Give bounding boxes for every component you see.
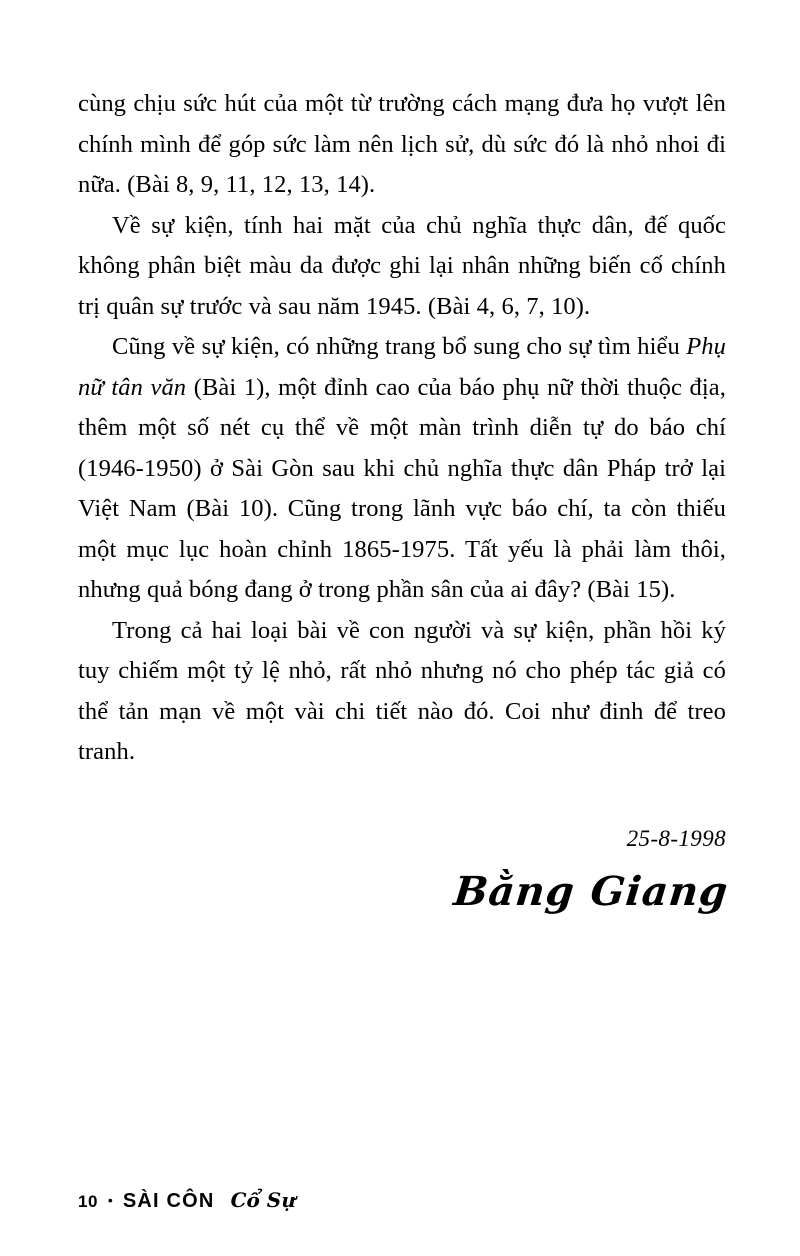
footer-separator-dot: • [107,1192,113,1208]
page-footer [78,1188,296,1213]
paragraph-1: cùng chịu sức hút của một từ trường cách mạng đưa họ vượt lên chính mình để góp sức làm nên lịch sử, dù sức đó là nhỏ nhoi đi nữa. (Bài 8, 9, 11, 12, 13, 14). [78,90,726,198]
signature-first-name: Bằng [451,868,578,915]
paragraph-2: Về sự kiện, tính hai mặt của chủ nghĩa thực dân, đế quốc không phân biệt màu da được ghi lại nhân những biến cố chính trị quân sự trước và sau năm 1945. (Bài 4, 6, 7, 10). [78,211,726,320]
paragraph-3-tail: (Bài 1), một đỉnh cao của báo phụ nữ thời thuộc địa, thêm một số nét cụ thể về một màn trình diễn tự do báo chí (1946-1950) ở Sài Gòn sau khi chủ nghĩa thực dân Pháp trở lại Việt Nam (Bài 10). Cũng trong lãnh vực báo chí, ta còn thiếu một mục lục hoàn chỉnh 1865-1975. Tất yếu là phải làm thôi, nhưng quả bóng đang ở trong phần sân của ai đây? (Bài 15). [78,373,726,603]
page-number: 10 [78,1192,98,1211]
paragraph-3 [78,327,726,611]
signature-last-name: Giang [588,868,731,915]
running-head: SÀI CÔN [122,1190,215,1212]
body-text [78,84,726,773]
paragraph-4: Trong cả hai loại bài về con người và sự kiện, phần hồi ký tuy chiếm một tỷ lệ nhỏ, rất nhỏ nhưng nó cho phép tác giả có thể tản mạn về một vài chi tiết nào đó. Coi như đinh để treo tranh. [78,616,726,765]
signoff-date: 25-8-1998 [626,826,726,851]
author-signature [451,868,730,915]
paragraph-3-lead: Cũng về sự kiện, có những trang bổ sung cho sự tìm hiểu [112,333,687,360]
cited-title: Phụ nữ tân văn [78,333,726,401]
running-head-script: Cổ Sự [230,1188,296,1212]
